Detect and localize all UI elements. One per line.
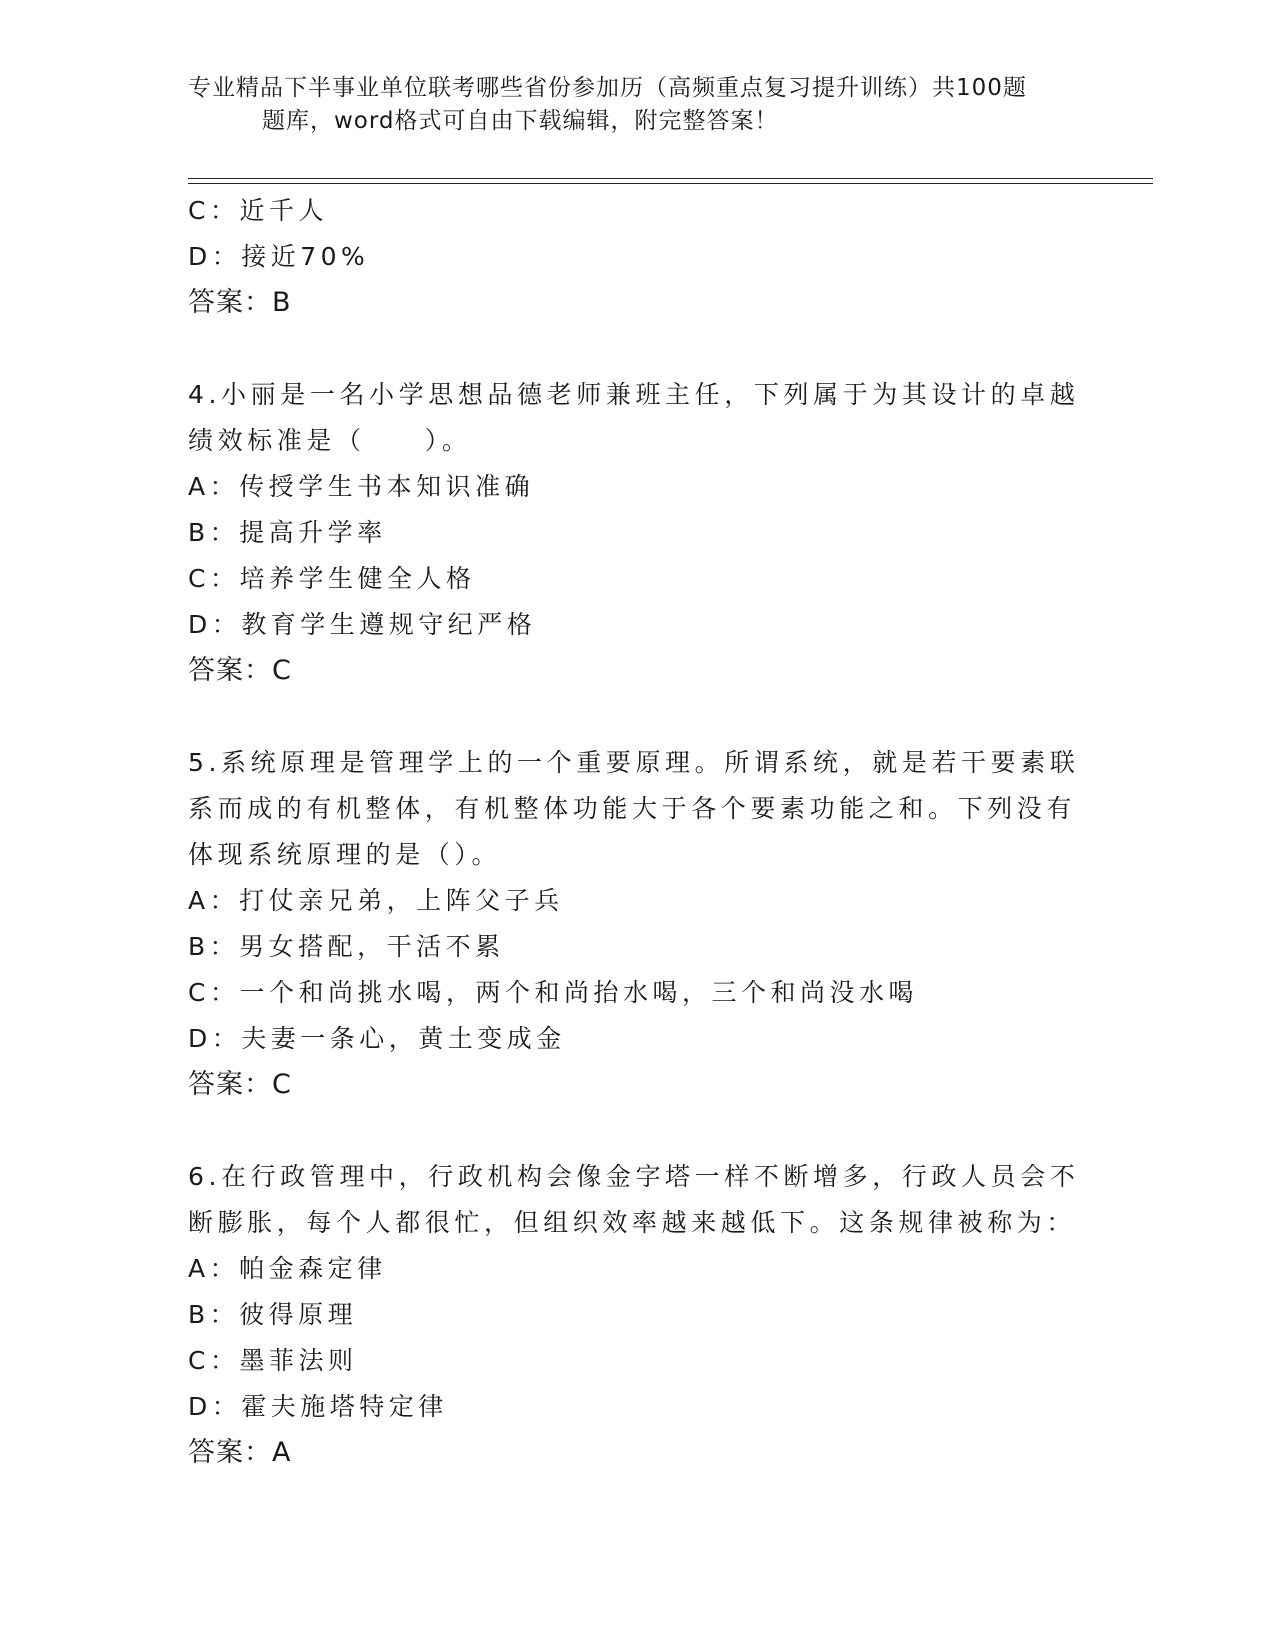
- header-divider-top: [188, 178, 1153, 179]
- question-stem: 5.系统原理是管理学上的一个重要原理。所谓系统，就是若干要素联: [188, 748, 1080, 777]
- answer: 答案：B: [188, 287, 292, 318]
- option-d: D：夫妻一条心，黄土变成金: [188, 1024, 566, 1053]
- option-a: A：帕金森定律: [188, 1254, 387, 1283]
- question-stem: 断膨胀，每个人都很忙，但组织效率越来越低下。这条规律被称为：: [188, 1208, 1077, 1237]
- option-a: A：传授学生书本知识准确: [188, 472, 535, 501]
- option-c: C：培养学生健全人格: [188, 564, 476, 593]
- option-c: C：近千人: [188, 196, 328, 225]
- option-c: C：墨菲法则: [188, 1346, 358, 1375]
- header-divider-bottom: [188, 183, 1153, 184]
- question-5: [188, 740, 1080, 1108]
- option-a: A：打仗亲兄弟，上阵父子兵: [188, 886, 564, 915]
- question-stem: 4.小丽是一名小学思想品德老师兼班主任，下列属于为其设计的卓越: [188, 380, 1080, 409]
- question-stem: 6.在行政管理中，行政机构会像金字塔一样不断增多，行政人员会不: [188, 1162, 1080, 1191]
- option-b: B：男女搭配，干活不累: [188, 932, 505, 961]
- question-6: [188, 1154, 1080, 1476]
- question-stem: 绩效标准是（ ）。: [188, 426, 472, 455]
- option-d: D：接近70%: [188, 242, 370, 271]
- question-3: [188, 188, 1068, 326]
- option-d: D：教育学生遵规守纪严格: [188, 610, 537, 639]
- answer: 答案：A: [188, 1437, 292, 1468]
- page-header: [188, 72, 1068, 138]
- header-title-line1: 专业精品下半事业单位联考哪些省份参加历（高频重点复习提升训练）共100题: [188, 75, 1027, 101]
- option-d: D：霍夫施塔特定律: [188, 1392, 448, 1421]
- option-b: B：彼得原理: [188, 1300, 358, 1329]
- option-b: B：提高升学率: [188, 518, 387, 547]
- header-title-line2: 题库，word格式可自由下载编辑，附完整答案！: [262, 108, 779, 134]
- answer: 答案：C: [188, 655, 292, 686]
- answer: 答案：C: [188, 1069, 292, 1100]
- question-4: [188, 372, 1080, 694]
- question-list: [188, 188, 1080, 1476]
- question-stem: 系而成的有机整体，有机整体功能大于各个要素功能之和。下列没有: [188, 794, 1077, 823]
- question-stem: 体现系统原理的是（）。: [188, 840, 502, 869]
- option-c: C：一个和尚挑水喝，两个和尚抬水喝，三个和尚没水喝: [188, 978, 918, 1007]
